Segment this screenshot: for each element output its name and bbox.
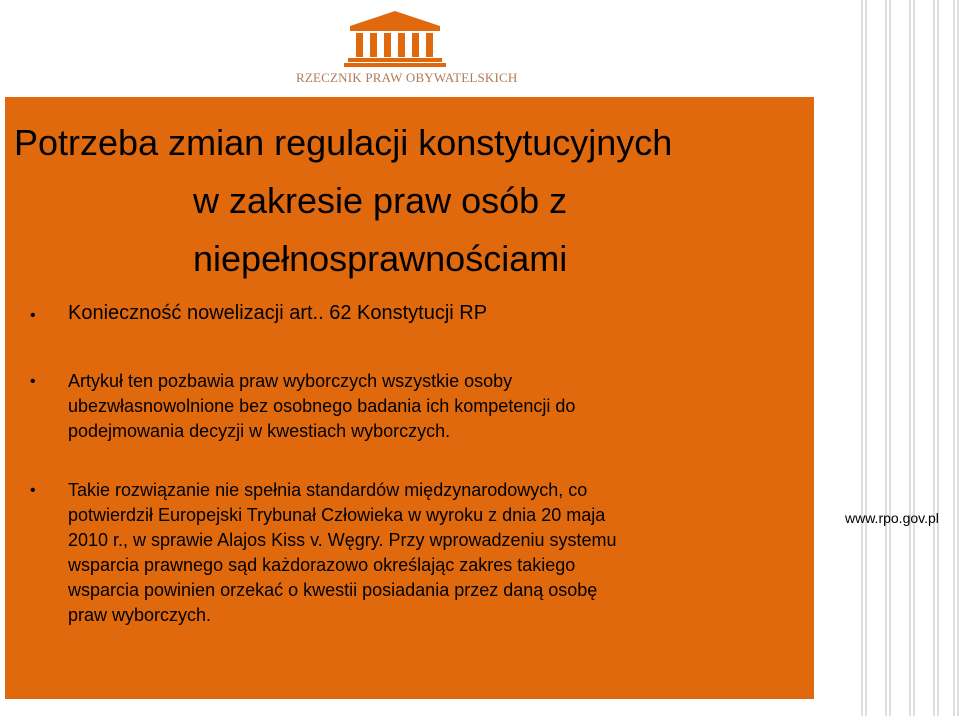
website-url: www.rpo.gov.pl (845, 510, 939, 526)
bullet-text-line: 2010 r., w sprawie Alajos Kiss v. Węgry. Przy wprowadzeniu systemu (68, 530, 617, 550)
bullet-text-line: podejmowania decyzji w kwestiach wyborczych. (68, 421, 451, 441)
slide-title (14, 114, 854, 288)
bullet-item (28, 369, 798, 444)
bullet-text: Konieczność nowelizacji art.. 62 Konstytucji RP (68, 302, 488, 324)
bullet-text-line: ubezwłasnowolnione bez osobnego badania ich kompetencji do (68, 396, 576, 416)
bullet-icon: • (30, 307, 36, 324)
title-line: Potrzeba zmian regulacji konstytucyjnych (14, 122, 673, 163)
bullet-text-line: Artykuł ten pozbawia praw wyborczych wszystkie osoby (68, 371, 513, 391)
bullet-text-line: wsparcia prawnego sąd każdorazowo określając zakres takiego (68, 555, 576, 575)
bullet-text-line: Takie rozwiązanie nie spełnia standardów międzynarodowych, co (68, 480, 588, 500)
bullet-item (28, 478, 798, 628)
bullet-text-line: wsparcia powinien orzekać o kwestii posiadania przez daną osobę (68, 580, 598, 600)
bullet-icon: • (30, 482, 36, 499)
bullet-item (28, 300, 798, 326)
bullet-icon: • (30, 373, 36, 390)
bullet-text-line: praw wyborczych. (68, 605, 212, 625)
bullet-list (28, 300, 798, 628)
title-line: niepełnosprawnościami (193, 238, 568, 279)
logo-text: RZECZNIK PRAW OBYWATELSKICH (296, 70, 518, 85)
bullet-text-line: potwierdził Europejski Trybunał Człowieka w wyroku z dnia 20 maja (68, 505, 606, 525)
title-line: w zakresie praw osób z (193, 180, 568, 221)
decorative-vertical-lines (855, 0, 960, 716)
